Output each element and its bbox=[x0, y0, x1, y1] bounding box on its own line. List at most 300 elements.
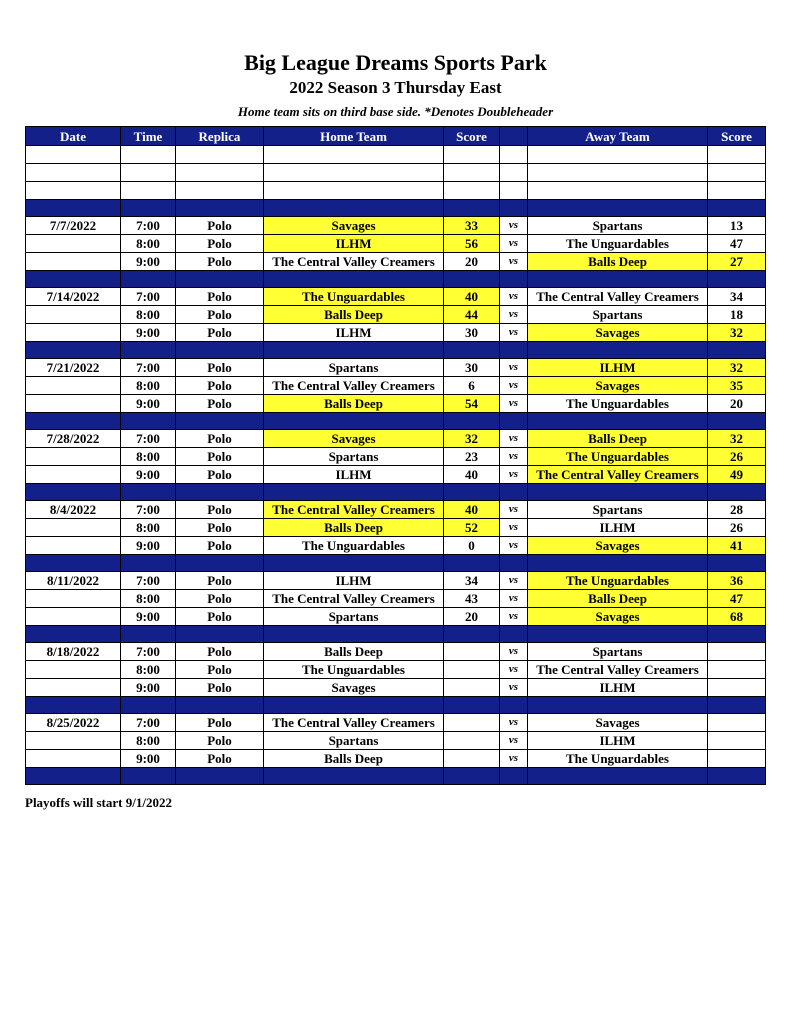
game-date: 8/11/2022 bbox=[26, 572, 121, 590]
separator-cell bbox=[26, 413, 121, 430]
empty-cell bbox=[264, 182, 444, 200]
home-team: Balls Deep bbox=[264, 750, 444, 768]
away-team: ILHM bbox=[528, 359, 708, 377]
away-team: Savages bbox=[528, 537, 708, 555]
blank-row bbox=[26, 164, 766, 182]
game-row bbox=[26, 572, 766, 590]
home-team: Spartans bbox=[264, 608, 444, 626]
home-score: 20 bbox=[444, 253, 500, 271]
away-score bbox=[708, 679, 766, 697]
separator-cell bbox=[176, 200, 264, 217]
away-score: 27 bbox=[708, 253, 766, 271]
away-team: The Central Valley Creamers bbox=[528, 661, 708, 679]
home-score: 40 bbox=[444, 466, 500, 484]
away-team: Savages bbox=[528, 608, 708, 626]
empty-cell bbox=[176, 146, 264, 164]
away-team: Savages bbox=[528, 377, 708, 395]
game-date bbox=[26, 732, 121, 750]
away-score bbox=[708, 732, 766, 750]
separator-cell bbox=[121, 342, 176, 359]
home-team: The Central Valley Creamers bbox=[264, 590, 444, 608]
home-team: ILHM bbox=[264, 572, 444, 590]
home-team: The Central Valley Creamers bbox=[264, 377, 444, 395]
blank-row bbox=[26, 146, 766, 164]
home-score bbox=[444, 679, 500, 697]
empty-cell bbox=[500, 164, 528, 182]
separator-cell bbox=[500, 484, 528, 501]
away-team: The Unguardables bbox=[528, 572, 708, 590]
separator-cell bbox=[500, 413, 528, 430]
away-score: 32 bbox=[708, 324, 766, 342]
vs-label: vs bbox=[500, 448, 528, 466]
game-date bbox=[26, 324, 121, 342]
vs-label: vs bbox=[500, 324, 528, 342]
game-field: Polo bbox=[176, 572, 264, 590]
game-field: Polo bbox=[176, 466, 264, 484]
game-time: 9:00 bbox=[121, 324, 176, 342]
empty-cell bbox=[121, 164, 176, 182]
separator-cell bbox=[26, 342, 121, 359]
separator-cell bbox=[444, 342, 500, 359]
footer-note: Playoffs will start 9/1/2022 bbox=[25, 795, 172, 810]
game-field: Polo bbox=[176, 430, 264, 448]
separator-cell bbox=[708, 697, 766, 714]
separator-cell bbox=[500, 342, 528, 359]
game-date bbox=[26, 448, 121, 466]
game-time: 7:00 bbox=[121, 572, 176, 590]
game-field: Polo bbox=[176, 288, 264, 306]
col-header-home-team: Home Team bbox=[264, 127, 444, 146]
home-score: 23 bbox=[444, 448, 500, 466]
home-team: Savages bbox=[264, 217, 444, 235]
away-team: Savages bbox=[528, 714, 708, 732]
empty-cell bbox=[528, 182, 708, 200]
home-score: 32 bbox=[444, 430, 500, 448]
game-time: 8:00 bbox=[121, 377, 176, 395]
game-row bbox=[26, 359, 766, 377]
separator-cell bbox=[26, 626, 121, 643]
game-row bbox=[26, 732, 766, 750]
game-field: Polo bbox=[176, 714, 264, 732]
game-time: 7:00 bbox=[121, 359, 176, 377]
away-team: Spartans bbox=[528, 501, 708, 519]
game-date: 8/25/2022 bbox=[26, 714, 121, 732]
game-date bbox=[26, 537, 121, 555]
away-team: Spartans bbox=[528, 306, 708, 324]
separator-cell bbox=[176, 484, 264, 501]
home-team: Savages bbox=[264, 679, 444, 697]
separator-cell bbox=[26, 555, 121, 572]
game-time: 8:00 bbox=[121, 448, 176, 466]
separator-cell bbox=[528, 484, 708, 501]
home-score: 52 bbox=[444, 519, 500, 537]
separator-cell bbox=[528, 271, 708, 288]
separator-cell bbox=[264, 768, 444, 785]
away-team: The Central Valley Creamers bbox=[528, 288, 708, 306]
empty-cell bbox=[176, 164, 264, 182]
separator-cell bbox=[444, 271, 500, 288]
empty-cell bbox=[26, 182, 121, 200]
separator-cell bbox=[121, 626, 176, 643]
game-field: Polo bbox=[176, 448, 264, 466]
game-field: Polo bbox=[176, 643, 264, 661]
away-team: Balls Deep bbox=[528, 430, 708, 448]
home-score: 20 bbox=[444, 608, 500, 626]
game-date bbox=[26, 750, 121, 768]
separator-cell bbox=[264, 555, 444, 572]
away-score: 47 bbox=[708, 590, 766, 608]
game-field: Polo bbox=[176, 395, 264, 413]
separator-cell bbox=[121, 555, 176, 572]
empty-cell bbox=[176, 182, 264, 200]
game-row bbox=[26, 306, 766, 324]
vs-label: vs bbox=[500, 643, 528, 661]
game-row bbox=[26, 679, 766, 697]
vs-label: vs bbox=[500, 590, 528, 608]
home-score: 34 bbox=[444, 572, 500, 590]
game-row bbox=[26, 501, 766, 519]
separator-cell bbox=[528, 555, 708, 572]
home-score: 44 bbox=[444, 306, 500, 324]
away-team: Spartans bbox=[528, 217, 708, 235]
empty-cell bbox=[444, 146, 500, 164]
week-separator bbox=[26, 626, 766, 643]
away-score: 32 bbox=[708, 359, 766, 377]
vs-label: vs bbox=[500, 537, 528, 555]
separator-cell bbox=[264, 626, 444, 643]
home-team: Spartans bbox=[264, 732, 444, 750]
game-field: Polo bbox=[176, 732, 264, 750]
game-field: Polo bbox=[176, 306, 264, 324]
away-score bbox=[708, 643, 766, 661]
away-score: 32 bbox=[708, 430, 766, 448]
game-row bbox=[26, 519, 766, 537]
vs-label: vs bbox=[500, 377, 528, 395]
game-date: 7/14/2022 bbox=[26, 288, 121, 306]
game-field: Polo bbox=[176, 679, 264, 697]
game-row bbox=[26, 395, 766, 413]
home-team: Balls Deep bbox=[264, 395, 444, 413]
game-row bbox=[26, 324, 766, 342]
game-time: 9:00 bbox=[121, 395, 176, 413]
vs-label: vs bbox=[500, 750, 528, 768]
game-time: 9:00 bbox=[121, 537, 176, 555]
empty-cell bbox=[708, 164, 766, 182]
away-score bbox=[708, 714, 766, 732]
separator-cell bbox=[708, 413, 766, 430]
home-score: 33 bbox=[444, 217, 500, 235]
game-time: 8:00 bbox=[121, 519, 176, 537]
vs-label: vs bbox=[500, 395, 528, 413]
vs-label: vs bbox=[500, 572, 528, 590]
empty-cell bbox=[444, 164, 500, 182]
home-score bbox=[444, 714, 500, 732]
home-team: The Central Valley Creamers bbox=[264, 501, 444, 519]
game-date bbox=[26, 608, 121, 626]
empty-cell bbox=[528, 164, 708, 182]
game-time: 8:00 bbox=[121, 732, 176, 750]
game-row bbox=[26, 217, 766, 235]
col-header-replica: Replica bbox=[176, 127, 264, 146]
separator-cell bbox=[444, 697, 500, 714]
game-field: Polo bbox=[176, 501, 264, 519]
separator-cell bbox=[176, 413, 264, 430]
separator-cell bbox=[264, 413, 444, 430]
away-team: Balls Deep bbox=[528, 590, 708, 608]
game-row bbox=[26, 448, 766, 466]
game-time: 9:00 bbox=[121, 750, 176, 768]
away-score bbox=[708, 661, 766, 679]
week-separator bbox=[26, 697, 766, 714]
game-time: 7:00 bbox=[121, 430, 176, 448]
home-score: 30 bbox=[444, 324, 500, 342]
game-date bbox=[26, 661, 121, 679]
separator-cell bbox=[26, 484, 121, 501]
vs-label: vs bbox=[500, 501, 528, 519]
separator-cell bbox=[528, 200, 708, 217]
game-date bbox=[26, 253, 121, 271]
separator-cell bbox=[528, 626, 708, 643]
game-time: 8:00 bbox=[121, 306, 176, 324]
home-team: ILHM bbox=[264, 466, 444, 484]
game-date: 7/7/2022 bbox=[26, 217, 121, 235]
vs-label: vs bbox=[500, 288, 528, 306]
separator-cell bbox=[444, 555, 500, 572]
separator-cell bbox=[500, 626, 528, 643]
game-field: Polo bbox=[176, 377, 264, 395]
vs-label: vs bbox=[500, 466, 528, 484]
col-header-away-team: Away Team bbox=[528, 127, 708, 146]
empty-cell bbox=[708, 182, 766, 200]
home-team: The Unguardables bbox=[264, 537, 444, 555]
away-team: The Unguardables bbox=[528, 395, 708, 413]
blank-row bbox=[26, 182, 766, 200]
separator-cell bbox=[121, 271, 176, 288]
separator-cell bbox=[121, 768, 176, 785]
game-row bbox=[26, 288, 766, 306]
game-time: 9:00 bbox=[121, 466, 176, 484]
away-team: The Unguardables bbox=[528, 448, 708, 466]
home-team: ILHM bbox=[264, 324, 444, 342]
home-team: Balls Deep bbox=[264, 306, 444, 324]
empty-cell bbox=[708, 146, 766, 164]
page-title: Big League Dreams Sports Park bbox=[244, 50, 547, 75]
separator-cell bbox=[500, 271, 528, 288]
separator-cell bbox=[176, 555, 264, 572]
away-score: 35 bbox=[708, 377, 766, 395]
empty-cell bbox=[264, 146, 444, 164]
week-separator bbox=[26, 342, 766, 359]
separator-cell bbox=[500, 768, 528, 785]
away-score: 47 bbox=[708, 235, 766, 253]
separator-cell bbox=[176, 342, 264, 359]
empty-cell bbox=[264, 164, 444, 182]
game-time: 8:00 bbox=[121, 661, 176, 679]
empty-cell bbox=[26, 164, 121, 182]
away-score: 20 bbox=[708, 395, 766, 413]
schedule-table bbox=[25, 126, 766, 785]
week-separator bbox=[26, 271, 766, 288]
separator-cell bbox=[528, 697, 708, 714]
game-time: 9:00 bbox=[121, 608, 176, 626]
separator-cell bbox=[444, 200, 500, 217]
game-time: 8:00 bbox=[121, 590, 176, 608]
vs-label: vs bbox=[500, 732, 528, 750]
away-team: Savages bbox=[528, 324, 708, 342]
separator-cell bbox=[264, 697, 444, 714]
game-field: Polo bbox=[176, 537, 264, 555]
away-team: The Central Valley Creamers bbox=[528, 466, 708, 484]
separator-cell bbox=[444, 484, 500, 501]
away-score: 28 bbox=[708, 501, 766, 519]
vs-label: vs bbox=[500, 430, 528, 448]
game-row bbox=[26, 253, 766, 271]
game-field: Polo bbox=[176, 661, 264, 679]
game-field: Polo bbox=[176, 235, 264, 253]
separator-cell bbox=[264, 271, 444, 288]
empty-cell bbox=[121, 182, 176, 200]
separator-cell bbox=[121, 484, 176, 501]
home-team: Spartans bbox=[264, 359, 444, 377]
game-field: Polo bbox=[176, 324, 264, 342]
game-time: 7:00 bbox=[121, 217, 176, 235]
week-separator bbox=[26, 555, 766, 572]
home-team: Balls Deep bbox=[264, 519, 444, 537]
game-date bbox=[26, 590, 121, 608]
separator-cell bbox=[444, 626, 500, 643]
separator-cell bbox=[121, 697, 176, 714]
week-separator bbox=[26, 413, 766, 430]
home-score: 43 bbox=[444, 590, 500, 608]
game-row bbox=[26, 643, 766, 661]
separator-cell bbox=[121, 413, 176, 430]
week-separator bbox=[26, 484, 766, 501]
separator-cell bbox=[708, 271, 766, 288]
home-team: Balls Deep bbox=[264, 643, 444, 661]
separator-cell bbox=[176, 626, 264, 643]
game-row bbox=[26, 608, 766, 626]
home-team: ILHM bbox=[264, 235, 444, 253]
separator-cell bbox=[121, 200, 176, 217]
away-score: 49 bbox=[708, 466, 766, 484]
home-score: 6 bbox=[444, 377, 500, 395]
separator-cell bbox=[528, 768, 708, 785]
separator-cell bbox=[708, 768, 766, 785]
away-team: The Unguardables bbox=[528, 235, 708, 253]
separator-cell bbox=[500, 555, 528, 572]
away-team: ILHM bbox=[528, 732, 708, 750]
game-date bbox=[26, 519, 121, 537]
week-separator bbox=[26, 768, 766, 785]
game-row bbox=[26, 466, 766, 484]
game-time: 7:00 bbox=[121, 501, 176, 519]
away-score: 26 bbox=[708, 519, 766, 537]
away-score: 68 bbox=[708, 608, 766, 626]
empty-cell bbox=[500, 146, 528, 164]
game-date bbox=[26, 679, 121, 697]
schedule-body bbox=[26, 146, 766, 785]
home-team: Spartans bbox=[264, 448, 444, 466]
game-field: Polo bbox=[176, 253, 264, 271]
separator-cell bbox=[26, 697, 121, 714]
game-date bbox=[26, 466, 121, 484]
game-field: Polo bbox=[176, 750, 264, 768]
game-row bbox=[26, 430, 766, 448]
game-date: 7/28/2022 bbox=[26, 430, 121, 448]
week-separator bbox=[26, 200, 766, 217]
col-header-vs bbox=[500, 127, 528, 146]
separator-cell bbox=[264, 484, 444, 501]
game-time: 9:00 bbox=[121, 679, 176, 697]
separator-cell bbox=[176, 271, 264, 288]
game-time: 7:00 bbox=[121, 714, 176, 732]
empty-cell bbox=[121, 146, 176, 164]
empty-cell bbox=[444, 182, 500, 200]
game-row bbox=[26, 537, 766, 555]
page-subtitle: 2022 Season 3 Thursday East bbox=[289, 78, 502, 97]
game-date: 8/4/2022 bbox=[26, 501, 121, 519]
separator-cell bbox=[26, 200, 121, 217]
game-field: Polo bbox=[176, 590, 264, 608]
away-score: 13 bbox=[708, 217, 766, 235]
separator-cell bbox=[528, 342, 708, 359]
page-note: Home team sits on third base side. *Denotes Doubleheader bbox=[237, 104, 554, 119]
separator-cell bbox=[176, 768, 264, 785]
game-row bbox=[26, 377, 766, 395]
separator-cell bbox=[708, 200, 766, 217]
separator-cell bbox=[708, 626, 766, 643]
home-score bbox=[444, 643, 500, 661]
home-score: 54 bbox=[444, 395, 500, 413]
home-team: The Unguardables bbox=[264, 288, 444, 306]
separator-cell bbox=[528, 413, 708, 430]
game-time: 9:00 bbox=[121, 253, 176, 271]
separator-cell bbox=[444, 768, 500, 785]
home-score bbox=[444, 661, 500, 679]
empty-cell bbox=[500, 182, 528, 200]
vs-label: vs bbox=[500, 679, 528, 697]
empty-cell bbox=[528, 146, 708, 164]
away-team: Spartans bbox=[528, 643, 708, 661]
separator-cell bbox=[500, 697, 528, 714]
home-team: The Central Valley Creamers bbox=[264, 253, 444, 271]
home-score: 40 bbox=[444, 288, 500, 306]
game-date bbox=[26, 306, 121, 324]
game-row bbox=[26, 590, 766, 608]
home-score bbox=[444, 732, 500, 750]
game-time: 7:00 bbox=[121, 643, 176, 661]
away-team: ILHM bbox=[528, 679, 708, 697]
away-score: 26 bbox=[708, 448, 766, 466]
game-row bbox=[26, 661, 766, 679]
game-date: 7/21/2022 bbox=[26, 359, 121, 377]
game-field: Polo bbox=[176, 217, 264, 235]
away-team: The Unguardables bbox=[528, 750, 708, 768]
col-header-time: Time bbox=[121, 127, 176, 146]
separator-cell bbox=[500, 200, 528, 217]
vs-label: vs bbox=[500, 608, 528, 626]
col-header-away-score: Score bbox=[708, 127, 766, 146]
vs-label: vs bbox=[500, 306, 528, 324]
vs-label: vs bbox=[500, 235, 528, 253]
vs-label: vs bbox=[500, 714, 528, 732]
separator-cell bbox=[264, 200, 444, 217]
separator-cell bbox=[264, 342, 444, 359]
away-team: Balls Deep bbox=[528, 253, 708, 271]
game-date bbox=[26, 377, 121, 395]
vs-label: vs bbox=[500, 253, 528, 271]
vs-label: vs bbox=[500, 359, 528, 377]
